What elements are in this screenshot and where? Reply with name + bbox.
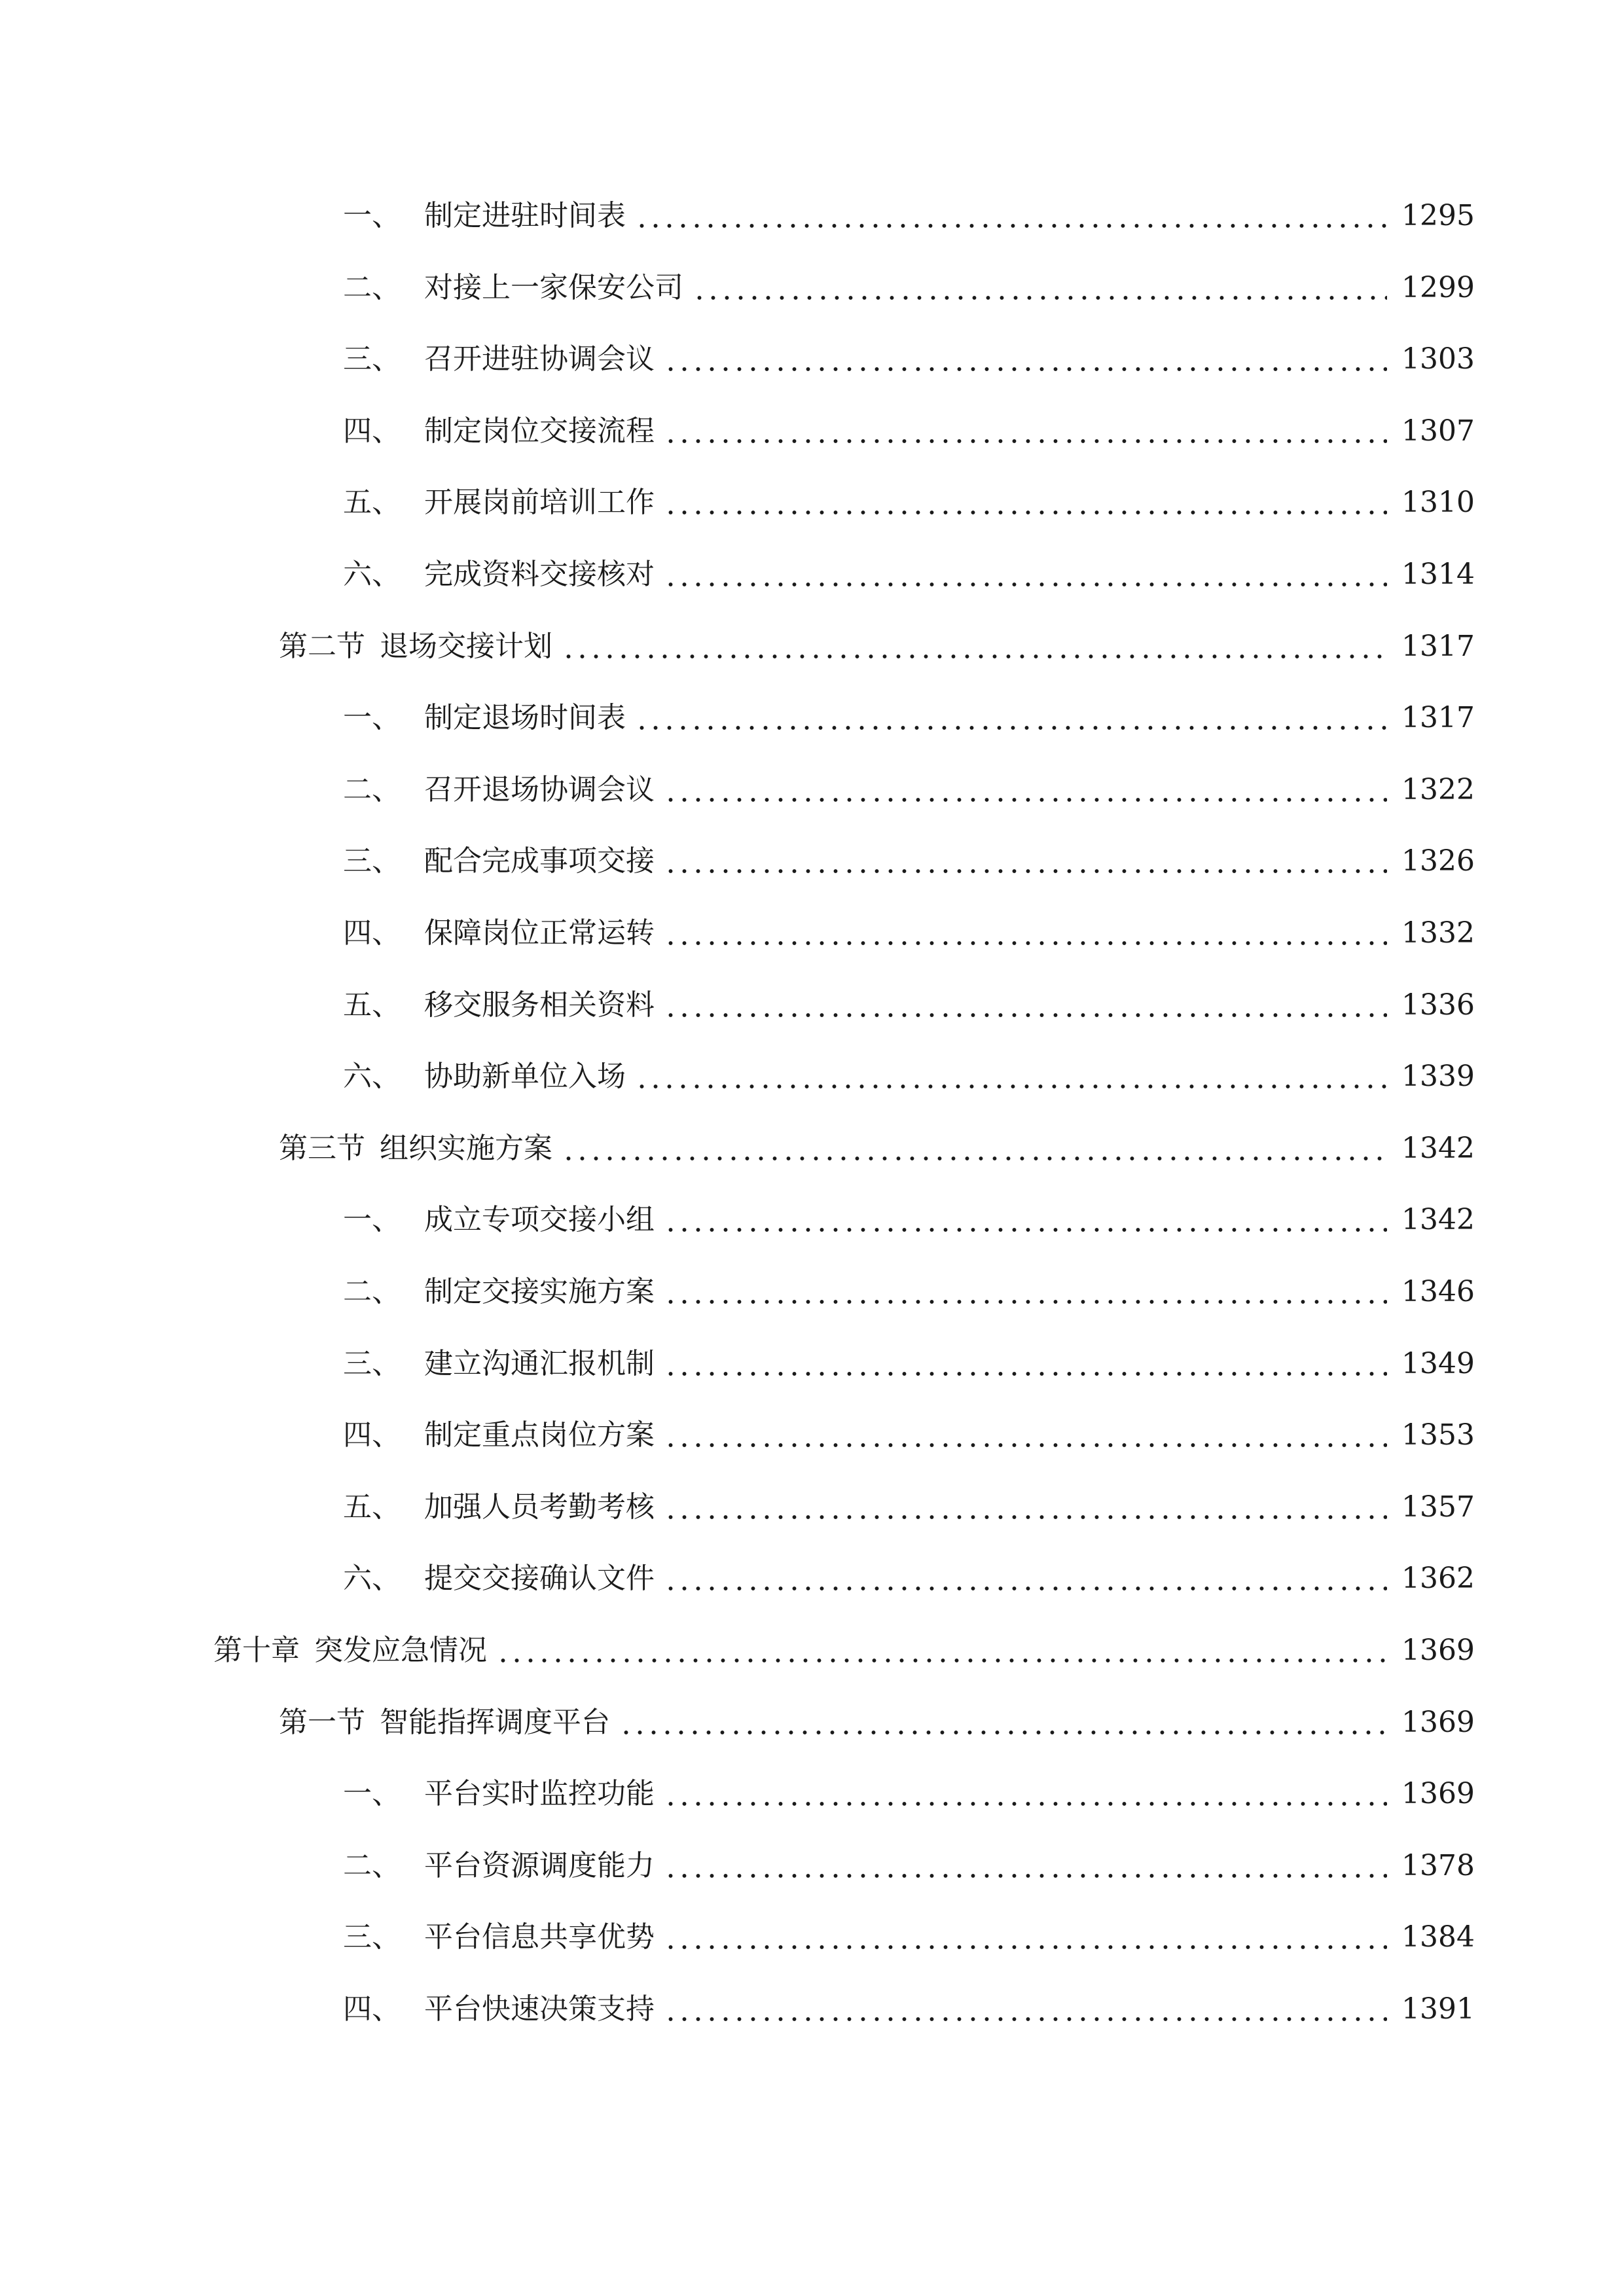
toc-entry-line [343,1409,1475,1462]
toc-dot-leader [626,692,1401,744]
toc-dot-leader [655,1194,1401,1246]
toc-dot-leader [655,405,1401,457]
toc-entry[interactable] [0,405,1624,457]
toc-entry-page-number: 1384 [1401,1920,1475,1954]
toc-entry-page-number: 1391 [1401,1992,1475,2026]
toc-entry-title: 突发应急情况 [314,1634,487,1667]
toc-entry-line [343,476,1475,529]
toc-dot-leader [683,262,1401,314]
toc-entry-line [343,1481,1475,1534]
toc-entry-title: 保障岗位正常运转 [424,916,655,950]
toc-entry-page-number: 1322 [1401,773,1475,806]
toc-entry-page-number: 1299 [1401,271,1475,304]
toc-entry[interactable] [0,620,1624,673]
toc-entry-number: 一、 [343,199,401,232]
toc-entry-title: 协助新单位入场 [424,1060,626,1093]
toc-dot-leader [655,548,1401,601]
toc-entry-page-number: 1326 [1401,844,1475,878]
toc-entry-page-number: 1342 [1401,1132,1475,1165]
toc-entry-line [343,835,1475,888]
toc-entry-line [213,1624,1475,1677]
toc-entry-number: 第十章 [213,1634,300,1667]
toc-entry[interactable] [0,1481,1624,1534]
toc-dot-leader [610,1696,1401,1749]
toc-entry-number: 一、 [343,1777,401,1810]
toc-entry[interactable] [0,979,1624,1031]
toc-entry-title: 退场交接计划 [380,630,552,663]
toc-entry-title: 制定进驻时间表 [424,199,626,232]
toc-entry-title: 制定岗位交接流程 [424,414,655,448]
toc-entry-title: 完成资料交接核对 [424,558,655,591]
toc-entry-number: 三、 [343,1920,401,1954]
toc-entry-page-number: 1332 [1401,916,1475,950]
toc-entry[interactable] [0,262,1624,314]
toc-entry[interactable] [0,1983,1624,2036]
toc-entry-line [343,1911,1475,1964]
toc-entry-number: 一、 [343,701,401,734]
toc-entry[interactable] [0,1696,1624,1749]
toc-entry[interactable] [0,1840,1624,1892]
toc-entry-line [343,1552,1475,1605]
toc-entry-page-number: 1353 [1401,1418,1475,1452]
toc-entry-title: 配合完成事项交接 [424,844,655,878]
toc-dot-leader [552,620,1401,673]
toc-entry[interactable] [0,1122,1624,1175]
toc-entry-title: 组织实施方案 [380,1132,552,1165]
toc-entry[interactable] [0,907,1624,960]
toc-entry[interactable] [0,333,1624,386]
toc-entry-line [279,1122,1475,1175]
toc-dot-leader [655,1911,1401,1964]
toc-entry-page-number: 1346 [1401,1275,1475,1308]
toc-entry-page-number: 1310 [1401,486,1475,519]
toc-entry-page-number: 1339 [1401,1060,1475,1093]
toc-dot-leader [655,907,1401,960]
toc-entry-title: 制定重点岗位方案 [424,1418,655,1452]
toc-dot-leader [626,1050,1401,1103]
toc-entry[interactable] [0,1338,1624,1390]
toc-entry-number: 第一节 [279,1706,365,1739]
toc-entry-title: 提交交接确认文件 [424,1562,655,1595]
toc-dot-leader [655,476,1401,529]
toc-entry-title: 移交服务相关资料 [424,988,655,1022]
toc-entry-line [343,1768,1475,1820]
toc-entry-number: 三、 [343,844,401,878]
toc-entry-line [343,692,1475,744]
toc-entry-page-number: 1317 [1401,701,1475,734]
toc-entry-page-number: 1314 [1401,558,1475,591]
toc-entry-number: 二、 [343,1275,401,1308]
toc-entry-line [343,1194,1475,1246]
toc-entry-number: 六、 [343,1060,401,1093]
toc-entry-title: 制定交接实施方案 [424,1275,655,1308]
toc-dot-leader [655,1338,1401,1390]
toc-entry-title: 召开退场协调会议 [424,773,655,806]
toc-entry-title: 成立专项交接小组 [424,1203,655,1236]
toc-entry-line [279,1696,1475,1749]
toc-entry[interactable] [0,1552,1624,1605]
toc-entry-line [343,1338,1475,1390]
toc-entry-page-number: 1307 [1401,414,1475,448]
toc-entry-page-number: 1369 [1401,1634,1475,1667]
toc-entry-line [343,333,1475,386]
toc-entry-line [343,1983,1475,2036]
toc-entry-page-number: 1342 [1401,1203,1475,1236]
toc-entry-line [343,1266,1475,1318]
toc-entry-line [279,620,1475,673]
toc-entry-title: 开展岗前培训工作 [424,486,655,519]
toc-entry-title: 对接上一家保安公司 [424,271,683,304]
toc-entry-number: 六、 [343,558,401,591]
toc-entry-line [343,548,1475,601]
toc-entry-page-number: 1357 [1401,1490,1475,1524]
toc-entry-page-number: 1295 [1401,199,1475,232]
toc-entry-number: 五、 [343,988,401,1022]
toc-dot-leader [655,1768,1401,1820]
toc-dot-leader [655,835,1401,888]
toc-entry[interactable] [0,1768,1624,1820]
toc-entry-number: 五、 [343,486,401,519]
toc-entry-title: 平台信息共享优势 [424,1920,655,1954]
toc-entry[interactable] [0,764,1624,816]
toc-entry-page-number: 1369 [1401,1706,1475,1739]
toc-entry-number: 四、 [343,1418,401,1452]
toc-dot-leader [626,190,1401,242]
toc-entry-number: 四、 [343,916,401,950]
toc-entry-number: 四、 [343,414,401,448]
toc-entry-page-number: 1362 [1401,1562,1475,1595]
toc-dot-leader [655,1409,1401,1462]
toc-entry-page-number: 1369 [1401,1777,1475,1810]
toc-entry-number: 六、 [343,1562,401,1595]
toc-entry-number: 三、 [343,342,401,376]
toc-entry[interactable] [0,1409,1624,1462]
toc-entry-line [343,190,1475,242]
toc-entry-title: 建立沟通汇报机制 [424,1347,655,1380]
toc-entry-title: 平台资源调度能力 [424,1849,655,1882]
toc-entry-page-number: 1317 [1401,630,1475,663]
toc-entry[interactable] [0,835,1624,888]
toc-entry-title: 平台快速决策支持 [424,1992,655,2026]
toc-entry-number: 四、 [343,1992,401,2026]
toc-dot-leader [655,979,1401,1031]
toc-entry-title: 召开进驻协调会议 [424,342,655,376]
toc-entry-number: 二、 [343,1849,401,1882]
toc-entry-line [343,1050,1475,1103]
toc-dot-leader [487,1624,1401,1677]
toc-entry[interactable] [0,1050,1624,1103]
toc-entry[interactable] [0,1266,1624,1318]
toc-entry[interactable] [0,190,1624,242]
toc-dot-leader [655,1983,1401,2036]
toc-entry[interactable] [0,692,1624,744]
toc-dot-leader [655,333,1401,386]
toc-entry-line [343,405,1475,457]
toc-entry-number: 第二节 [279,630,365,663]
toc-entry-title: 加强人员考勤考核 [424,1490,655,1524]
toc-entry[interactable] [0,1194,1624,1246]
toc-entry-number: 五、 [343,1490,401,1524]
toc-dot-leader [655,1266,1401,1318]
toc-entry[interactable] [0,476,1624,529]
toc-entry-number: 二、 [343,271,401,304]
toc-entry[interactable] [0,548,1624,601]
toc-entry-line [343,262,1475,314]
toc-entry-title: 制定退场时间表 [424,701,626,734]
toc-entry-number: 第三节 [279,1132,365,1165]
toc-entry-page-number: 1336 [1401,988,1475,1022]
toc-dot-leader [655,1840,1401,1892]
toc-entry-line [343,764,1475,816]
toc-entry-number: 一、 [343,1203,401,1236]
toc-entry-title: 智能指挥调度平台 [380,1706,610,1739]
toc-entry-number: 三、 [343,1347,401,1380]
toc-entry-line [343,907,1475,960]
toc-entry-page-number: 1349 [1401,1347,1475,1380]
toc-dot-leader [655,1552,1401,1605]
toc-dot-leader [655,764,1401,816]
toc-entry-line [343,1840,1475,1892]
toc-entry-page-number: 1303 [1401,342,1475,376]
toc-entry-number: 二、 [343,773,401,806]
toc-dot-leader [655,1481,1401,1534]
toc-entry-line [343,979,1475,1031]
toc-entry-page-number: 1378 [1401,1849,1475,1882]
toc-entry[interactable] [0,1624,1624,1677]
toc-entry[interactable] [0,1911,1624,1964]
toc-entry-title: 平台实时监控功能 [424,1777,655,1810]
toc-dot-leader [552,1122,1401,1175]
